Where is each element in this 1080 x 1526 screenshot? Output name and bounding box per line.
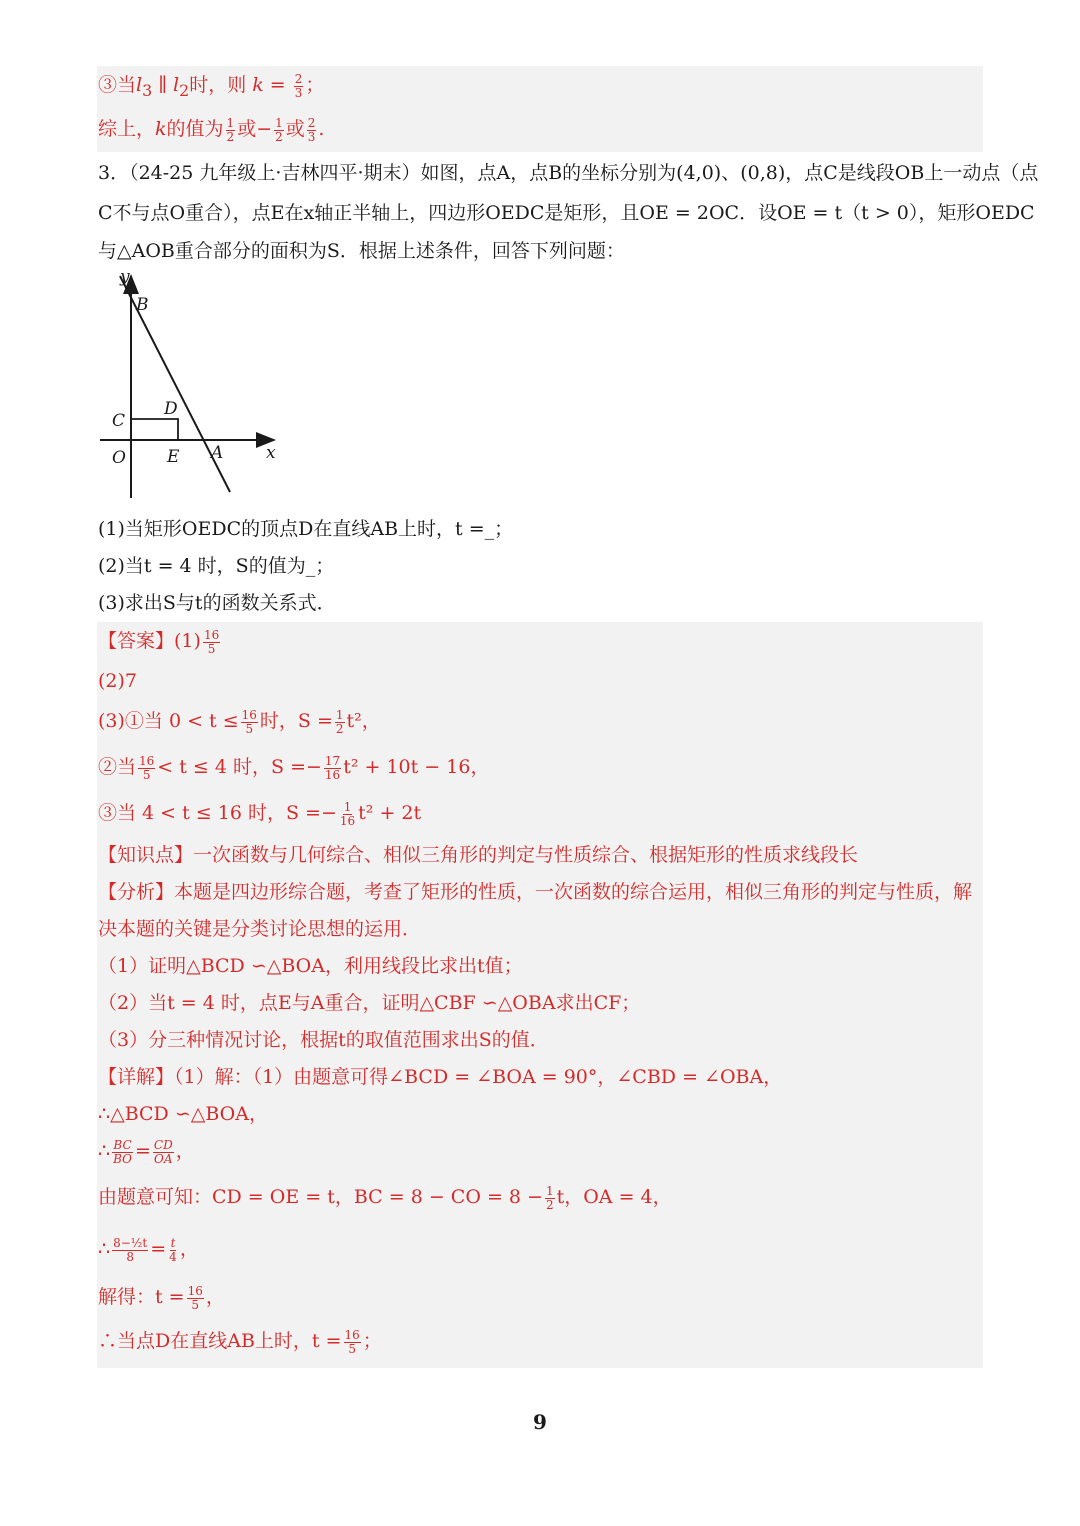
problem-line-3: 与△AOB重合部分的面积为S．根据上述条件，回答下列问题： xyxy=(98,240,625,262)
label-a: A xyxy=(211,443,224,463)
label-c: C xyxy=(112,411,126,431)
detail-line-4: 由题意可知：CD = OE = t，BC = 8 − CO = 8 − $\frac{1}{2}$ t，OA = 4， xyxy=(98,1183,672,1212)
answer-3-case3: ③当 4 < t ≤ 16 时，S =− $\frac{1}{16}$ t² + 2t xyxy=(98,799,422,828)
label-x: x xyxy=(266,443,276,463)
answer-2: (2)7 xyxy=(98,670,138,692)
detail-line-3: ∴ $\frac{BC}{BO}$ = $\frac{CD}{OA}$ ， xyxy=(98,1137,195,1166)
detail-conclusion: ∴当点D在直线AB上时，t = $\frac{16}{5}$ ； xyxy=(98,1327,382,1356)
step-3: （3）分三种情况讨论，根据t的取值范围求出S的值． xyxy=(98,1029,549,1051)
label-d: D xyxy=(164,399,178,419)
analysis-line-2: 决本题的关键是分类讨论思想的运用． xyxy=(98,918,422,940)
detail-line-5: ∴ $\frac{\text{8−½t}}{8}$ = $\frac{t}{4}$ ， xyxy=(98,1235,199,1264)
rectangle-oedc xyxy=(131,419,178,440)
question-3: (3)求出S与t的函数关系式． xyxy=(98,592,336,614)
label-b: B xyxy=(136,295,149,315)
step-2: （2）当t = 4 时，点E与A重合，证明△CBF ∽△OBA求出CF； xyxy=(98,992,641,1014)
problem-line-1: 3．（24-25 九年级上·吉林四平·期末）如图，点A，点B的坐标分别为(4,0)、(0,8)，点C是线段OB上一动点（点 xyxy=(98,162,1039,184)
detail-solve: 解得：t = $\frac{16}{5}$ ， xyxy=(98,1283,225,1312)
step-1: （1）证明△BCD ∽△BOA，利用线段比求出t值； xyxy=(98,955,523,977)
label-o: O xyxy=(112,448,126,468)
analysis-line-1: 【分析】本题是四边形综合题，考查了矩形的性质，一次函数的综合运用，相似三角形的判定与性质，解 xyxy=(98,881,973,903)
knowledge-points: 【知识点】一次函数与几何综合、相似三角形的判定与性质综合、根据矩形的性质求线段长 xyxy=(98,844,859,866)
label-y: y xyxy=(120,267,130,287)
answer-1: 【答案】(1) $\frac{16}{5}$ xyxy=(98,627,220,656)
prev-case3-line: ③当$l_3$ ∥ $l_2$时，则 k = $\frac{2}{3}$ ； xyxy=(98,71,325,100)
geometry-figure xyxy=(96,266,296,502)
answer-3-case1: (3)①当 0 < t ≤ $\frac{16}{5}$ 时，S = $\frac{1}{2}$ t²， xyxy=(98,707,381,736)
answer-3-case2: ②当 $\frac{16}{5}$ < t ≤ 4 时，S =− $\frac{17}{16}$ t² + 10t − 16， xyxy=(98,753,490,782)
detail-line-1: 【详解】（1）解：（1）由题意可得∠BCD = ∠BOA = 90°，∠CBD = ∠OBA， xyxy=(98,1066,783,1088)
detail-line-2: ∴△BCD ∽△BOA， xyxy=(98,1103,268,1125)
question-2: (2)当t = 4 时，S的值为_； xyxy=(98,555,335,577)
prev-summary-line: 综上，k的值为 $\frac{1}{2}$ 或− $\frac{1}{2}$ 或 $\frac{2}{3}$ . xyxy=(98,115,325,144)
problem-line-2: C不与点O重合），点E在x轴正半轴上，四边形OEDC是矩形，且OE = 2OC．设OE = t（t > 0），矩形OEDC xyxy=(98,202,1035,224)
label-e: E xyxy=(167,447,180,467)
question-1: (1)当矩形OEDC的顶点D在直线AB上时，t =_； xyxy=(98,518,514,540)
page-number: 9 xyxy=(533,1410,547,1434)
